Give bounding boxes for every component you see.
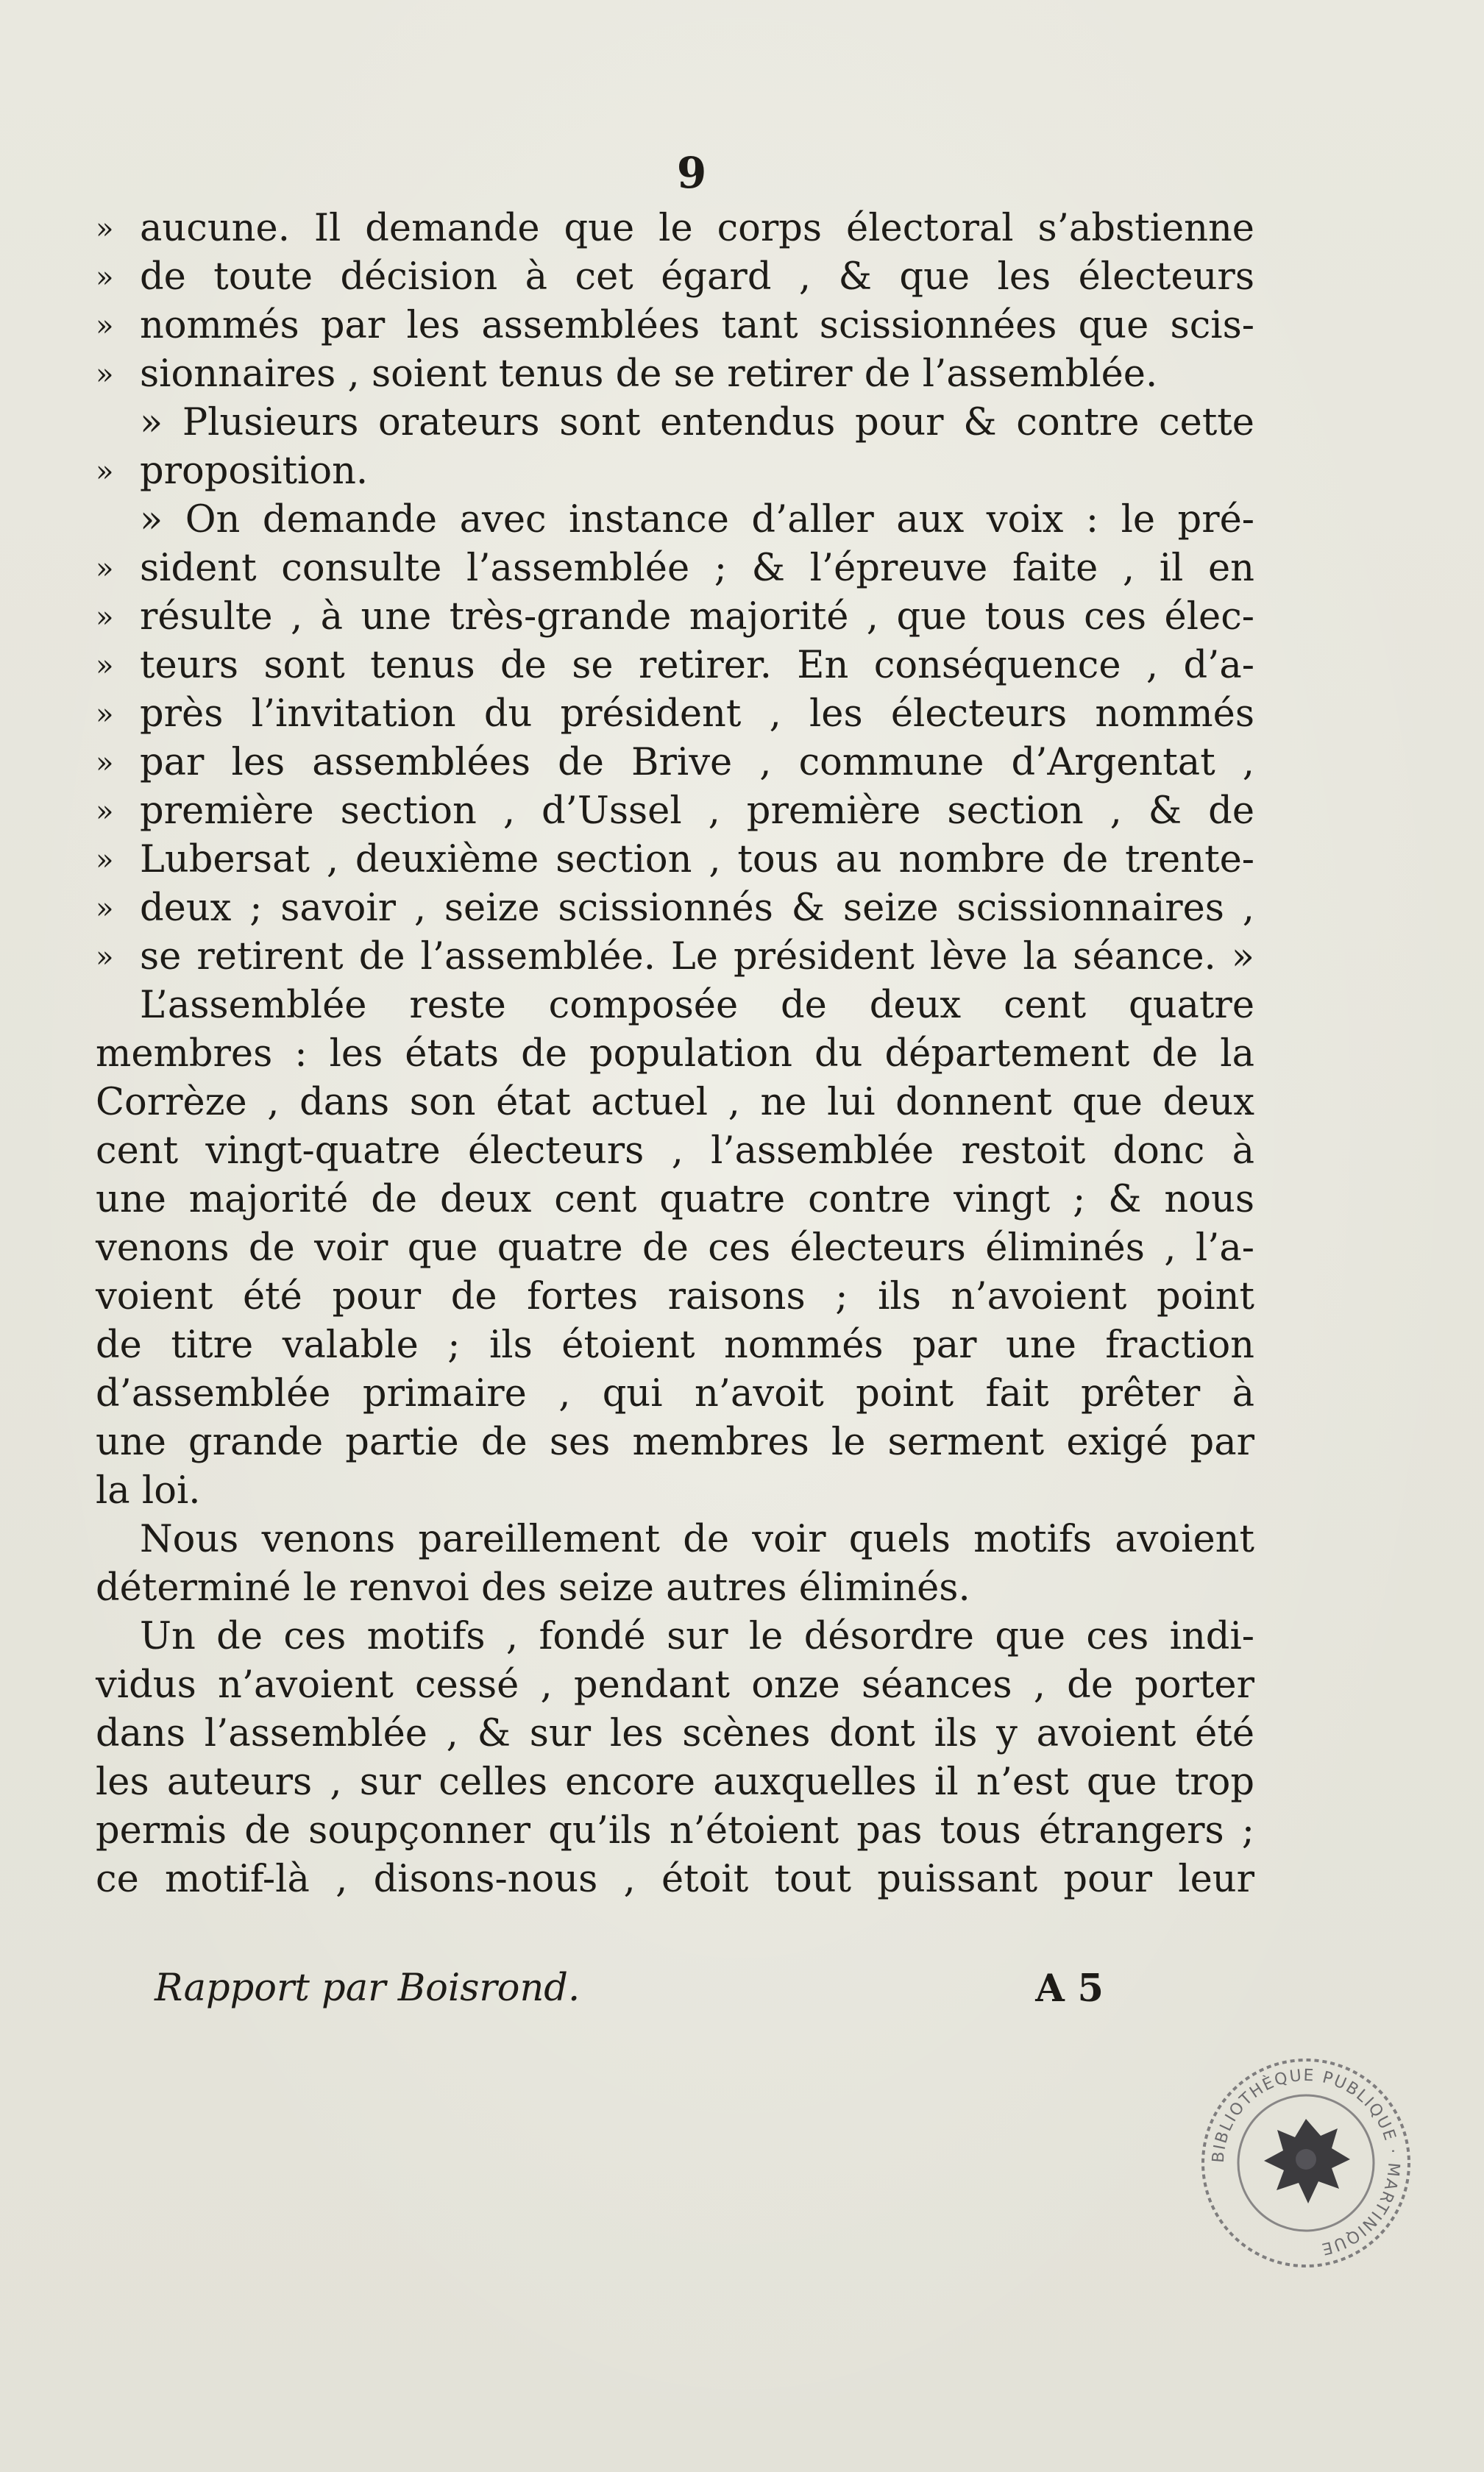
text-line [96,1516,1254,1564]
library-stamp [1192,2049,1420,2277]
signature-mark: A 5 [1035,1967,1104,2011]
quote-mark: » [96,892,114,926]
line-text: une grande partie de ses membres le serment exigé par [96,1421,1254,1464]
text-line [96,1467,1254,1516]
quote-mark: » [96,697,114,731]
quote-mark: » [96,649,114,683]
line-text: L’assemblée reste composée de deux cent quatre [140,984,1254,1027]
text-line [96,496,1254,544]
text-line [96,1273,1254,1321]
line-text: une majorité de deux cent quatre contre vingt ; & nous [96,1178,1254,1221]
text-line [96,1079,1254,1127]
text-line [96,690,1254,739]
line-text: sionnaires , soient tenus de se retirer de l’assemblée. [140,352,1158,396]
stamp-emblem-icon [1264,2119,1350,2203]
quote-mark: » [96,746,114,780]
text-line [96,1176,1254,1224]
text-line [96,1370,1254,1418]
line-text: les auteurs , sur celles encore auxquelles il n’est que trop [96,1761,1254,1804]
line-text: vidus n’avoient cessé , pendant onze séances , de porter [96,1663,1254,1707]
text-line [96,1224,1254,1273]
text-line [96,1807,1254,1855]
page-number: 9 [676,148,707,198]
quote-mark: » [96,600,114,634]
line-text: cent vingt-quatre électeurs , l’assemblée restoit donc à [96,1129,1254,1173]
text-line [96,447,1254,496]
quote-mark: » [96,260,114,294]
line-text: de titre valable ; ils étoient nommés par une fraction [96,1324,1254,1367]
line-text: dans l’assemblée , & sur les scènes dont ils y avoient été [96,1712,1254,1755]
text-line [96,399,1254,447]
line-text: » On demande avec instance d’aller aux voix : le pré- [140,498,1254,541]
line-text: se retirent de l’assemblée. Le président lève la séance. » [140,935,1254,979]
text-line [96,1710,1254,1758]
quote-mark: » [96,843,114,877]
text-line [96,1418,1254,1467]
text-line [96,739,1254,787]
line-text: déterminé le renvoi des seize autres éliminés. [96,1566,970,1610]
line-text: venons de voir que quatre de ces électeurs éliminés , l’a- [96,1226,1254,1270]
line-text: deux ; savoir , seize scissionnés & seize scissionnaires , [140,887,1254,930]
line-text: de toute décision à cet égard , & que les électeurs [140,255,1254,299]
line-text: première section , d’Ussel , première section , & de [140,789,1254,833]
text-line [96,302,1254,350]
body-text [96,205,1254,1904]
quote-mark: » [96,795,114,828]
line-text: Lubersat , deuxième section , tous au nombre de trente- [140,838,1254,881]
text-line [96,1613,1254,1661]
line-text: par les assemblées de Brive , commune d’Argentat , [140,741,1254,784]
quote-mark: » [96,212,114,246]
line-text: près l’invitation du président , les électeurs nommés [140,692,1254,736]
stamp-legend: BIBLIOTHÈQUE PUBLIQUE · MARTINIQUE [1209,2066,1403,2259]
line-text: d’assemblée primaire , qui n’avoit point fait prêter à [96,1372,1254,1416]
page-footer [155,1963,1104,2014]
running-title: Rapport par Boisrond. [155,1967,581,2010]
quote-mark: » [96,455,114,489]
quote-mark: » [96,358,114,391]
line-text: voient été pour de fortes raisons ; ils n’avoient point [96,1275,1254,1318]
text-line [96,253,1254,302]
text-line [96,1758,1254,1807]
text-line [96,1127,1254,1176]
line-text: Nous venons pareillement de voir quels motifs avoient [140,1518,1254,1561]
text-line [96,787,1254,836]
text-line [96,350,1254,399]
line-text: ce motif-là , disons-nous , étoit tout puissant pour leur [96,1858,1254,1901]
quote-mark: » [96,552,114,586]
text-line [96,205,1254,253]
text-line [96,836,1254,884]
line-text: sident consulte l’assemblée ; & l’épreuve faite , il en [140,547,1254,590]
line-text: membres : les états de population du département de la [96,1032,1254,1076]
text-line [96,981,1254,1030]
line-text: la loi. [96,1469,201,1513]
line-text: nommés par les assemblées tant scissionnées que scis- [140,304,1254,347]
line-text: permis de soupçonner qu’ils n’étoient pas tous étrangers ; [96,1809,1254,1853]
line-text: Un de ces motifs , fondé sur le désordre que ces indi- [140,1615,1254,1658]
quote-mark: » [96,309,114,343]
text-line [96,1030,1254,1079]
line-text: résulte , à une très-grande majorité , que tous ces élec- [140,595,1254,639]
line-text: Corrèze , dans son état actuel , ne lui donnent que deux [96,1081,1254,1124]
line-text: teurs sont tenus de se retirer. En conséquence , d’a- [140,644,1254,687]
text-line [96,933,1254,981]
line-text: aucune. Il demande que le corps électoral s’abstienne [140,207,1254,250]
text-line [96,544,1254,593]
text-line [96,642,1254,690]
text-line [96,593,1254,642]
text-line [96,1321,1254,1370]
line-text: proposition. [140,450,369,493]
text-line [96,1564,1254,1613]
text-line [96,1661,1254,1710]
line-text: » Plusieurs orateurs sont entendus pour & contre cette [140,401,1254,444]
text-line [96,1855,1254,1904]
text-line [96,884,1254,933]
quote-mark: » [96,940,114,974]
